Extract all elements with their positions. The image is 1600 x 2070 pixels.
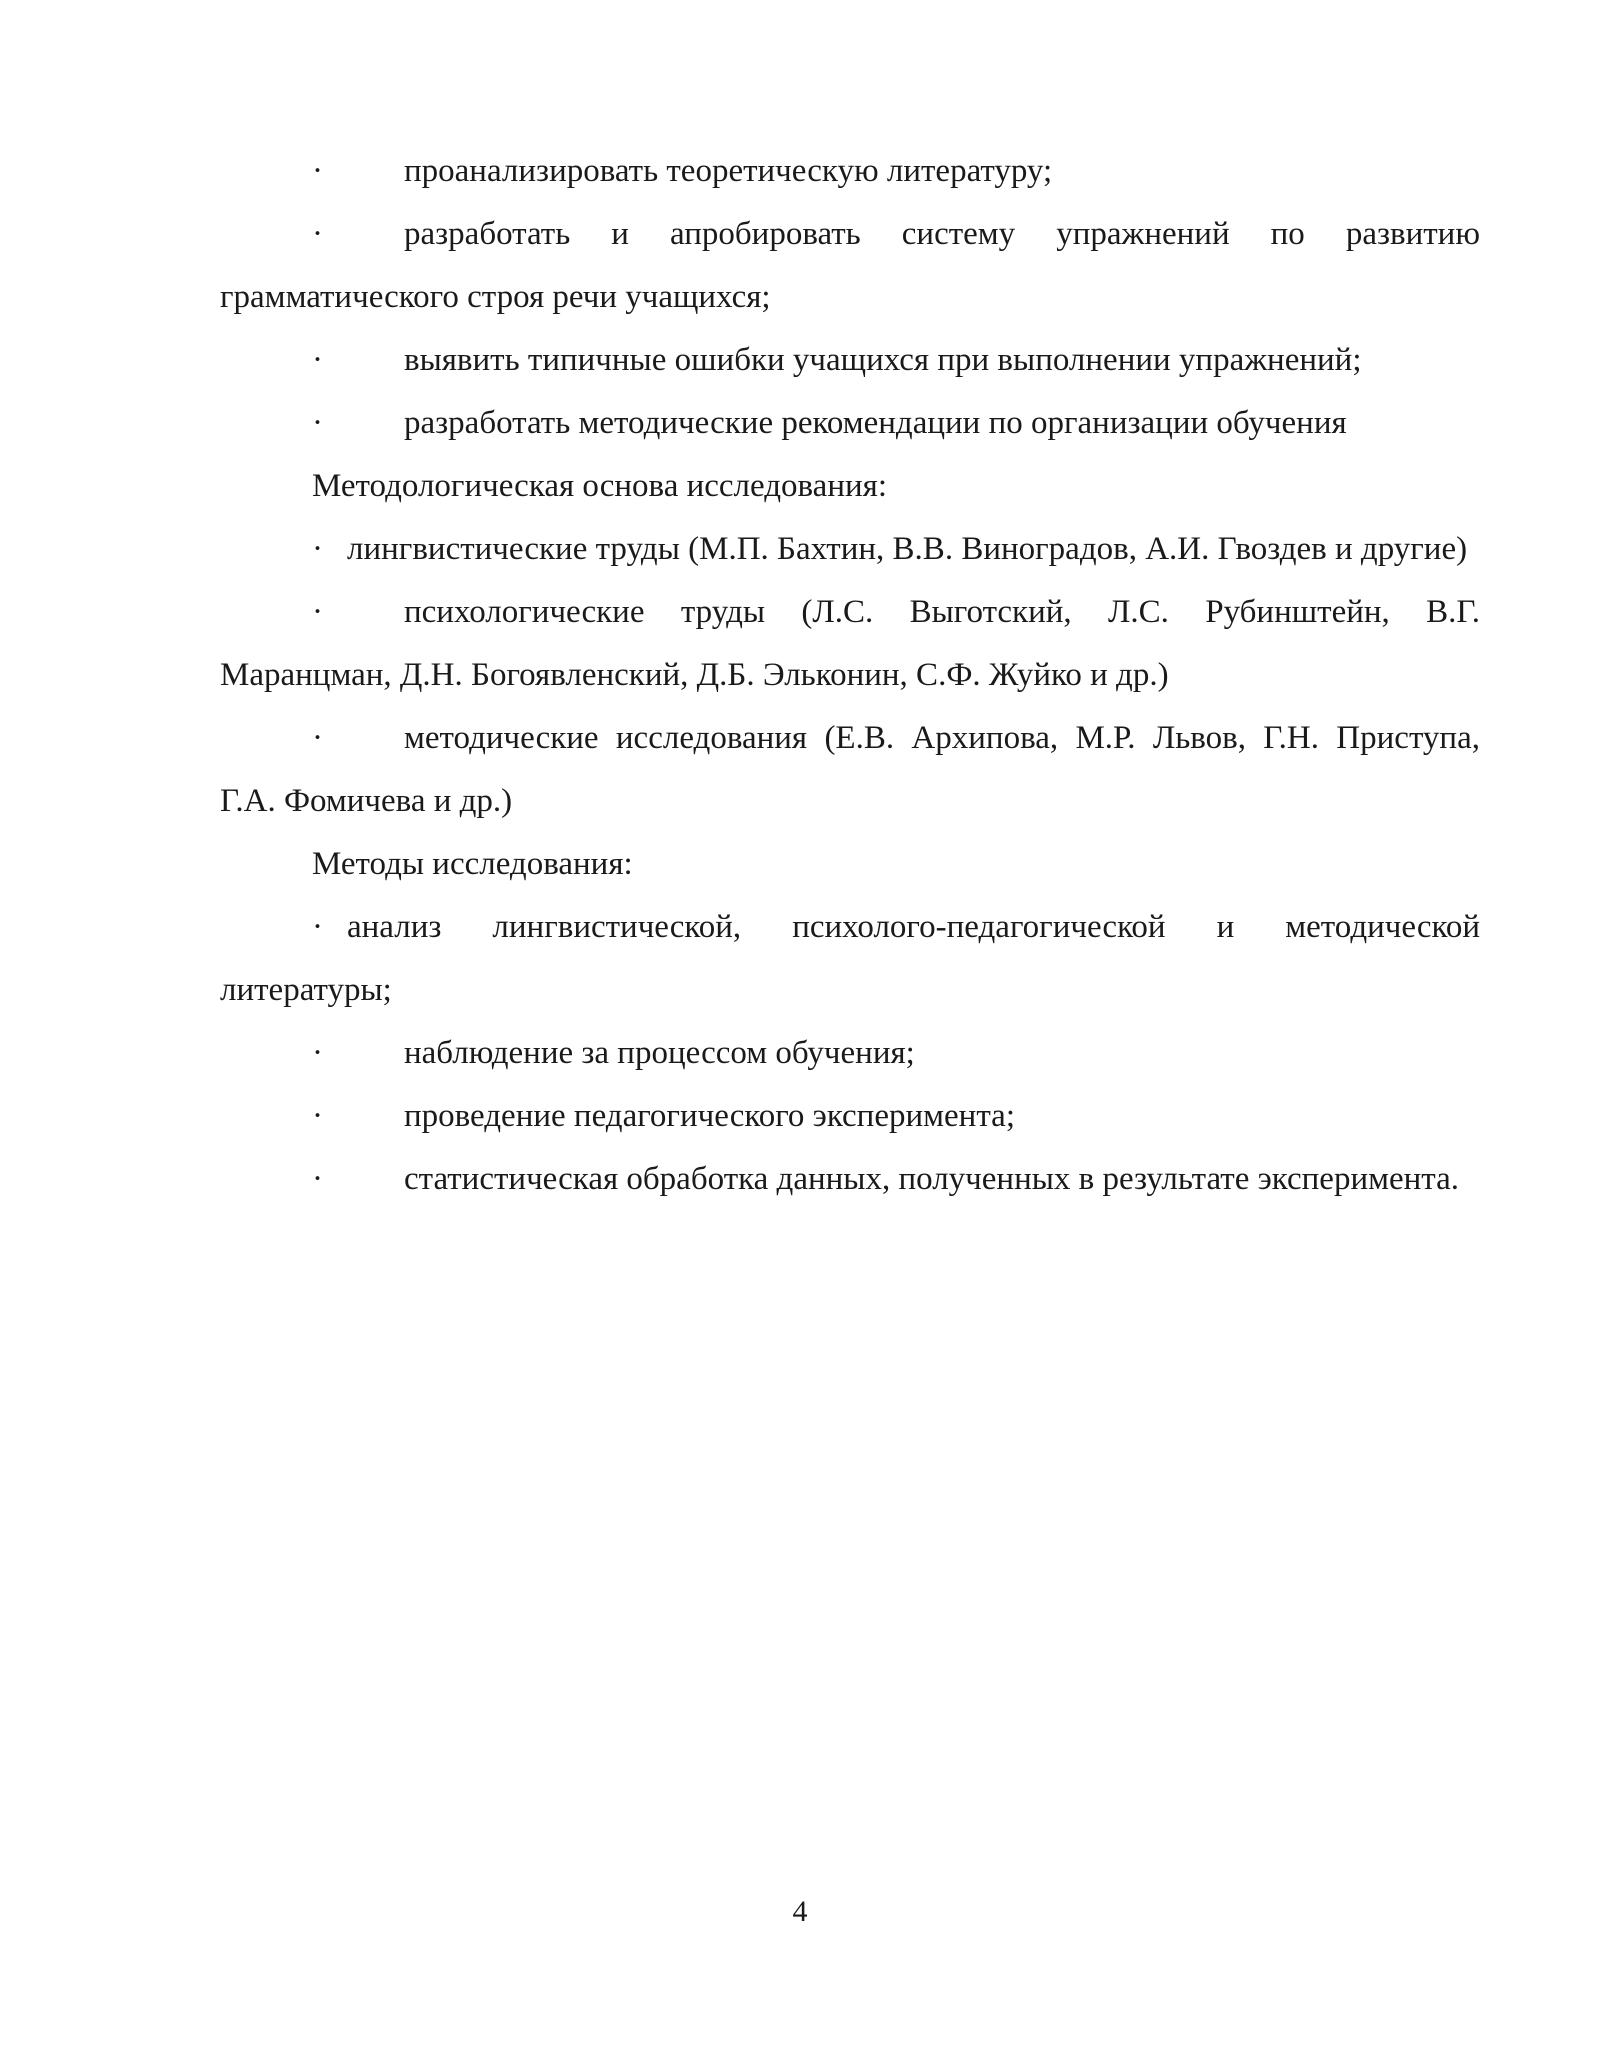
bullet-icon: · (312, 594, 323, 630)
list-item-text: выявить типичные ошибки учащихся при выполнении упражнений; (404, 342, 1362, 378)
bullet-icon: · (312, 1035, 323, 1071)
bullet-icon: · (312, 1161, 323, 1197)
list-item (220, 1148, 1480, 1211)
list-item-text: проведение педагогического эксперимента; (404, 1098, 1015, 1134)
page-body (220, 140, 1480, 1211)
bullet-icon: · (312, 1098, 323, 1134)
bullet-icon: · (312, 216, 323, 252)
list-item (220, 1022, 1480, 1085)
bullet-icon: · (312, 531, 323, 567)
list-item (220, 518, 1480, 581)
list-item (220, 1085, 1480, 1148)
list-item-text: статистическая обработка данных, полученных в результате эксперимента. (404, 1161, 1460, 1197)
page-number: 4 (792, 1895, 808, 1928)
list-item-text: методические исследования (Е.В. Архипова, М.Р. Львов, Г.Н. Приступа, Г.А. Фомичева и др.) (220, 720, 1480, 819)
list-item-text: лингвистические труды (М.П. Бахтин, В.В. Виноградов, А.И. Гвоздев и другие) (347, 531, 1468, 567)
list-item-text: разработать и апробировать систему упражнений по развитию грамматического строя речи учащихся; (220, 216, 1480, 315)
bullet-icon: · (312, 909, 323, 945)
list-item-text: психологические труды (Л.С. Выготский, Л.С. Рубинштейн, В.Г. Маранцман, Д.Н. Богоявленский, Д.Б. Эльконин, С.Ф. Жуйко и др.) (220, 594, 1480, 693)
bullet-icon: · (312, 720, 323, 756)
list-item (220, 581, 1480, 707)
bullet-icon: · (312, 153, 323, 189)
list-item-text: проанализировать теоретическую литературу; (404, 153, 1053, 189)
list-item (220, 707, 1480, 833)
list-item (220, 140, 1480, 203)
list-item (220, 329, 1480, 392)
list-item (220, 392, 1480, 455)
list-item (220, 896, 1480, 1022)
list-item-text: разработать методические рекомендации по организации обучения (404, 405, 1347, 441)
methodology-heading: Методологическая основа исследования: (312, 468, 887, 504)
bullet-icon: · (312, 405, 323, 441)
methods-heading: Методы исследования: (312, 846, 633, 882)
list-item-text: анализ лингвистической, психолого-педагогической и методической литературы; (220, 909, 1480, 1008)
list-item-text: наблюдение за процессом обучения; (404, 1035, 915, 1071)
list-item (220, 203, 1480, 329)
bullet-icon: · (312, 342, 323, 378)
